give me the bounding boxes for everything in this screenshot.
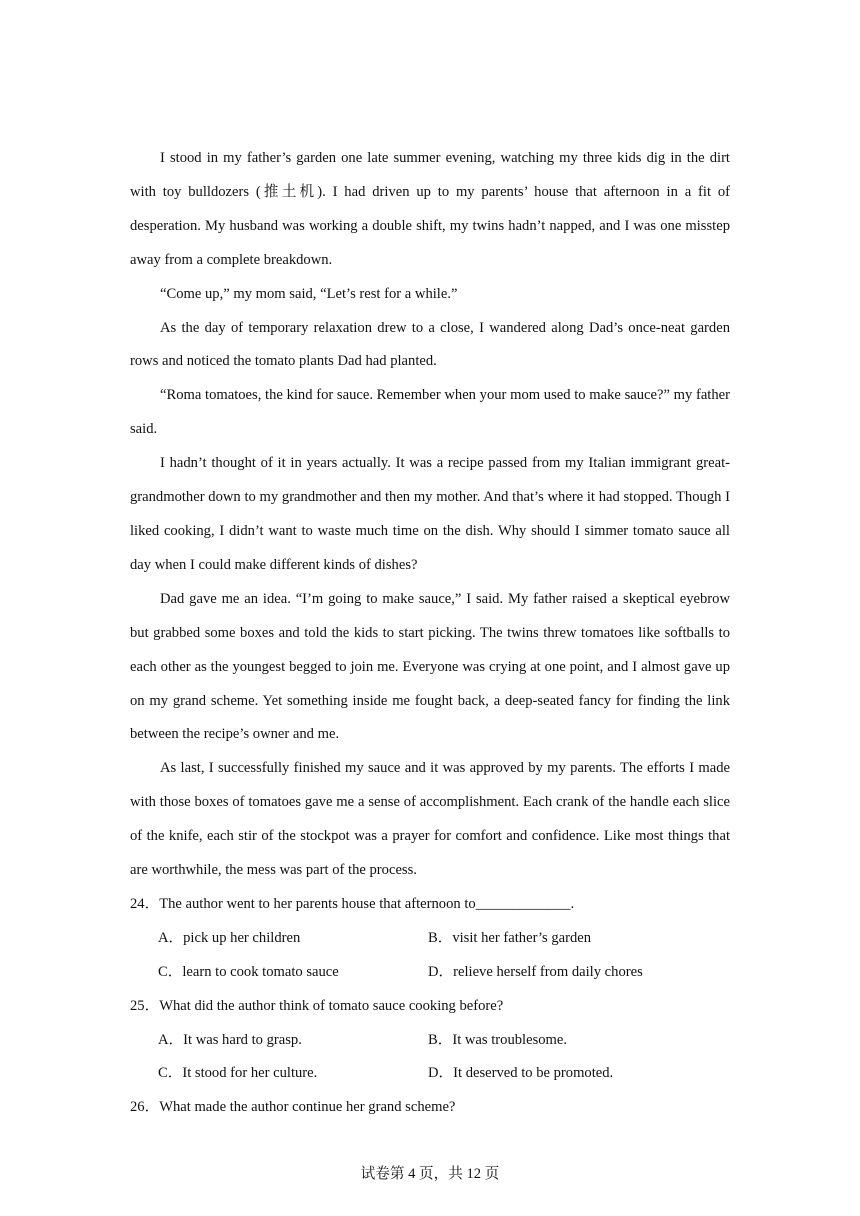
passage-paragraph-7: As last, I successfully finished my sauce and it was approved by my parents. The efforts I made with those boxes of tomatoes gave me a sense of accomplishment. Each crank of the handle each slice of the knife, each stir of the stockpot was a prayer for comfort and confidence. Like most things that are worthwhile, the mess was part of the process. <box>130 760 730 879</box>
passage-paragraph-1: I stood in my father’s garden one late summer evening, watching my three kids dig in the dirt with toy bulldozers (推土机). I had driven up to my parents’ house that afternoon in a fit of desperation. My husband was working a double shift, my twins hadn’t napped, and I was one misstep away from a complete breakdown. <box>130 150 730 268</box>
question-26 <box>130 1091 730 1125</box>
option-a: A．It was hard to grasp. <box>158 1031 302 1048</box>
passage-paragraph-3: As the day of temporary relaxation drew to a close, I wandered along Dad’s once-neat garden rows and noticed the tomato plants Dad had planted. <box>130 319 730 370</box>
question-24 <box>130 888 730 990</box>
question-stem: 24．The author went to her parents house that afternoon to_____________. <box>130 895 575 912</box>
passage-paragraph-6: Dad gave me an idea. “I’m going to make sauce,” I said. My father raised a skeptical eyebrow but grabbed some boxes and told the kids to start picking. The twins threw tomatoes like softballs to each other as the youngest begged to join me. Everyone was crying at one point, and I almost gave up on my grand scheme. Yet something inside me fought back, a deep-seated fancy for finding the link between the recipe’s owner and me. <box>130 590 730 743</box>
answer-options <box>130 922 730 990</box>
option-b: B．It was troublesome. <box>428 1031 568 1048</box>
answer-options <box>130 1024 730 1092</box>
option-c: C．learn to cook tomato sauce <box>158 963 339 980</box>
passage-paragraph-4: “Roma tomatoes, the kind for sauce. Remember when your mom used to make sauce?” my father said. <box>130 387 730 438</box>
question-stem: 26．What made the author continue her grand scheme? <box>130 1099 456 1116</box>
option-a: A．pick up her children <box>158 929 301 946</box>
passage-paragraph-2: “Come up,” my mom said, “Let’s rest for a while.” <box>160 285 458 302</box>
question-25 <box>130 990 730 1092</box>
option-d: D．It deserved to be promoted. <box>428 1065 614 1082</box>
passage-paragraph-5: I hadn’t thought of it in years actually. It was a recipe passed from my Italian immigrant great-grandmother down to my grandmother and then my mother. And that’s where it had stopped. Though I liked cooking, I didn’t want to waste much time on the dish. Why should I simmer tomato sauce all day when I could make different kinds of dishes? <box>130 455 730 573</box>
page-content <box>130 142 730 1125</box>
option-d: D．relieve herself from daily chores <box>428 963 643 980</box>
question-stem: 25．What did the author think of tomato sauce cooking before? <box>130 997 504 1014</box>
page-footer: 试卷第 4 页，共 12 页 <box>360 1166 500 1182</box>
option-b: B．visit her father’s garden <box>428 929 592 946</box>
option-c: C．It stood for her culture. <box>158 1065 318 1082</box>
